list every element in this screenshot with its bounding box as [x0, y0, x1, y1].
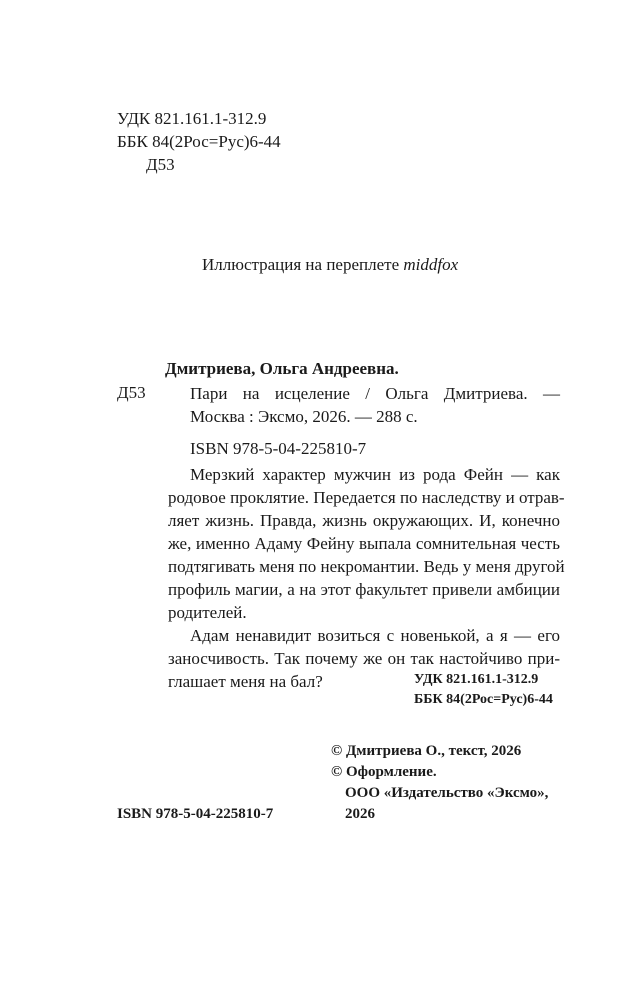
annotation-line: профиль магии, а на этот факультет привели амбиции [168, 580, 560, 599]
illustration-prefix: Иллюстрация на переплете [202, 255, 404, 274]
annotation-line: ляет жизнь. Правда, жизнь окружающих. И, конечно [168, 511, 560, 530]
annotation-line: глашает меня на бал? [168, 672, 323, 691]
copyright-line: © Дмитриева О., текст, 2026 [331, 743, 522, 759]
bbk-code: ББК 84(2Рос=Рус)6-44 [117, 132, 281, 151]
illustration-credit [202, 254, 458, 276]
catalog-author-mark: Д53 [117, 383, 146, 402]
annotation-line: Мерзкий характер мужчин из рода Фейн — как [190, 465, 560, 484]
annotation-line: заносчивость. Так почему же он так настойчиво при- [168, 649, 560, 668]
catalog-isbn: ISBN 978-5-04-225810-7 [190, 439, 367, 458]
copyright-line: 2026 [345, 806, 375, 822]
catalog-udk: УДК 821.161.1-312.9 [414, 672, 539, 687]
copyright-block [331, 741, 548, 825]
catalog-title-block [190, 382, 560, 428]
copyright-line: ООО «Издательство «Эксмо», [345, 785, 549, 801]
copyright-line: © Оформление. [331, 764, 437, 780]
annotation-line: подтягивать меня по некромантии. Ведь у меня другой [168, 557, 565, 576]
catalog-bbk: ББК 84(2Рос=Рус)6-44 [414, 692, 553, 707]
footer-isbn: ISBN 978-5-04-225810-7 [117, 806, 274, 822]
annotation-line: родителей. [168, 603, 247, 622]
annotation-line: Адам ненавидит возиться с новенькой, а я — его [190, 626, 560, 645]
annotation-line: родовое проклятие. Передается по наследству и отрав- [168, 488, 565, 507]
udk-code: УДК 821.161.1-312.9 [117, 109, 267, 128]
annotation-line: же, именно Адаму Фейну выпала сомнительная честь [168, 534, 560, 553]
catalog-author: Дмитриева, Ольга Андреевна. [165, 359, 399, 378]
author-mark: Д53 [146, 155, 175, 174]
illustration-artist: middfox [403, 255, 459, 274]
catalog-title-line: Пари на исцеление / Ольга Дмитриева. — [190, 384, 560, 403]
catalog-title-line: Москва : Эксмо, 2026. — 288 с. [190, 407, 418, 426]
annotation [168, 463, 565, 693]
